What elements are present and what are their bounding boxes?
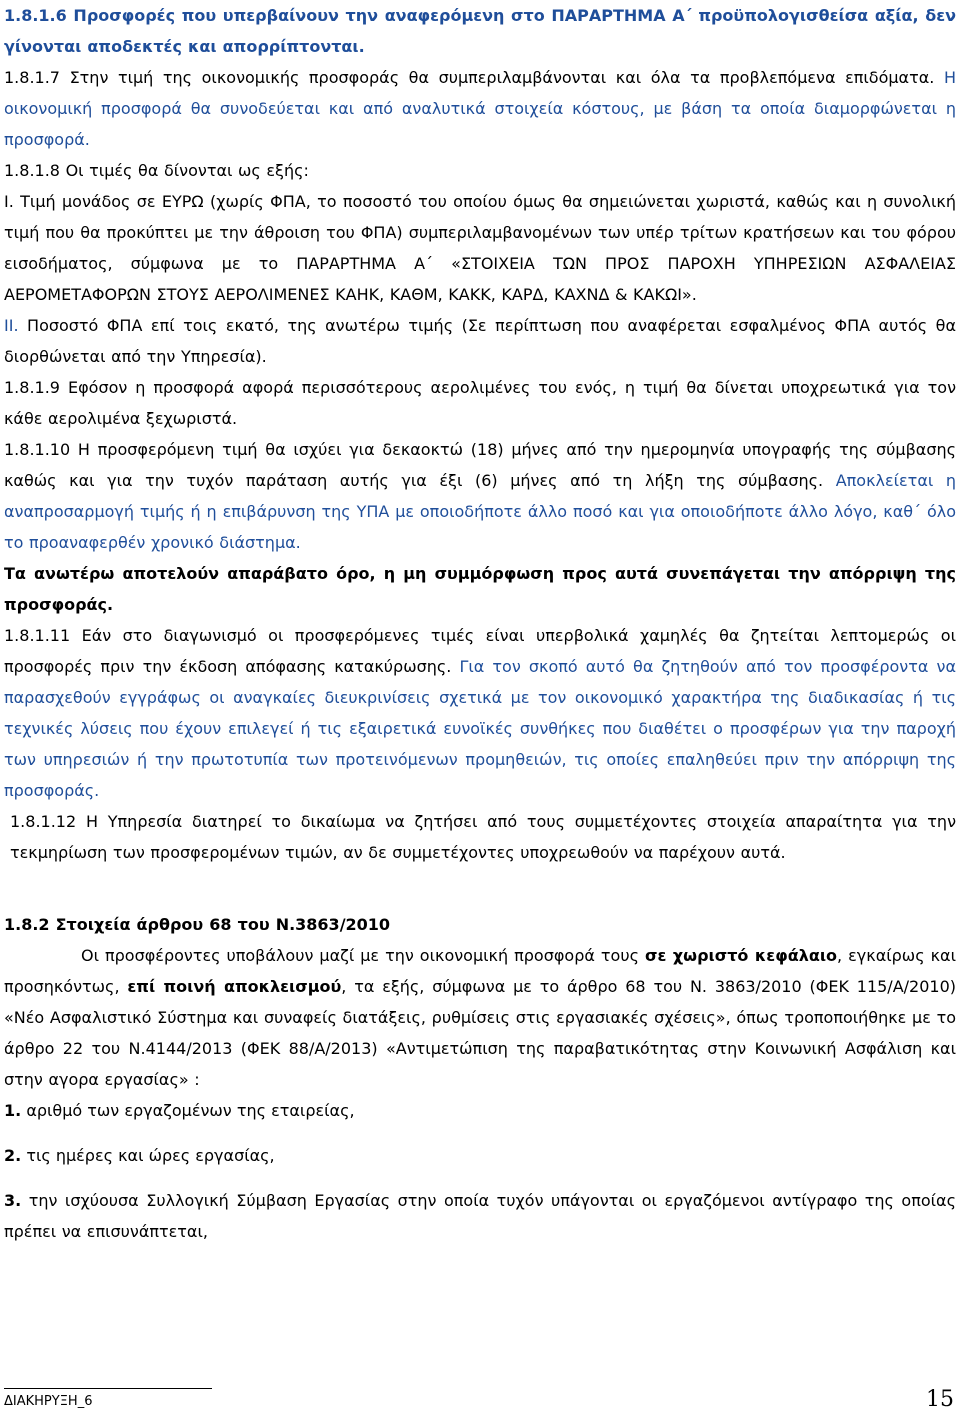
section-text: Εάν στο διαγωνισμό οι προσφερόμενες τιμές είναι υπερβολικά χαμηλές θα ζητείται λεπτομερώς οι προσφορές πριν την έκδοση απόφασης κατακύρωσης. [4,626,957,676]
spacer [4,899,956,909]
bold-notice: Τα ανωτέρω αποτελούν απαράβατο όρο, η μη συμμόρφωση προς αυτά συνεπάγεται την απόρριψη της προσφοράς. [4,564,956,614]
section-number: 1.8.1.7 [4,68,60,87]
list-number: 1. [4,1101,22,1120]
item-label: II. [4,316,19,335]
price-item-ii [4,310,956,372]
list-number: 2. [4,1146,22,1165]
section-text: Η προσφερόμενη τιμή θα ισχύει για δεκαοκτώ (18) μήνες από την ημερομηνία υπογραφής της σύμβασης καθώς και για την τυχόν παράταση αυτής για έξι (6) μήνες από τη λήξη της σύμβασης. [4,440,957,490]
section-number: 1.8.1.6 [4,6,67,25]
spacer [4,868,956,899]
section-1-8-2-heading: 1.8.2 Στοιχεία άρθρου 68 του Ν.3863/2010 [4,915,391,934]
price-item-i [4,186,956,310]
section-1-8-2-body [4,940,956,1095]
document-page [4,0,956,1247]
page-number: 15 [926,1387,954,1412]
section-text: Προσφορές που υπερβαίνουν την αναφερόμενη στο ΠΑΡΑΡΤΗΜΑ Α΄ προϋπολογισθείσα αξία, δεν γίνονται αποδεκτές και απορρίπτονται. [4,6,957,56]
list-item [4,1095,956,1126]
body-text: , εγκαίρως και προσηκόντως, [4,946,956,996]
item-text: Τιμή μονάδος σε ΕΥΡΩ (χωρίς ΦΠΑ, το ποσοστό του οποίου όμως θα σημειώνεται χωριστά, καθώς και η συνολική τιμή που θα προκύπτει με την άθροιση του ΦΠΑ) συμπεριλαμβανομένων των υπέρ τρίτων κρατήσεων και του φόρου εισοδήματος, σύμφωνα με το ΠΑΡΑΡΤΗΜΑ Α΄ «ΣΤΟΙΧΕΙΑ ΤΩΝ ΠΡΟΣ ΠΑΡΟΧΗ ΥΠΗΡΕΣΙΩΝ ΑΣΦΑΛΕΙΑΣ ΑΕΡΟΜΕΤΑΦΟΡΩΝ ΣΤΟΥΣ ΑΕΡΟΛΙΜΕΝΕΣ ΚΑΗΚ, ΚΑΘΜ, ΚΑΚΚ, ΚΑΡΔ, ΚΑΧΝΔ & ΚΑΚΩΙ». [4,192,956,304]
section-number: 1.8.1.8 [4,161,60,180]
section-1-8-1-12 [4,806,956,868]
page-footer [4,1382,954,1418]
document-label: ΔΙΑΚΗΡΥΞΗ_6 [4,1394,93,1409]
section-text: Οι τιμές θα δίνονται ως εξής: [65,161,309,180]
section-text-highlight: Για τον σκοπό αυτό θα ζητηθούν από τον προσφέροντα να παρασχεθούν εγγράφως οι αναγκαίες διευκρινίσεις σχετικά με τον οικονομικό χαρακτήρα της διαδικασίας ή τις τεχνικές λύσεις που έχουν επιλεγεί ή τις εξαιρετικά ευνοϊκές συνθήκες που διαθέτει ο προσφέρων για την παροχή των υπηρεσιών ή την πρωτοτυπία των προτεινόμενων προμηθειών, τις οποίες επαληθεύει πριν την απόρριψη της προσφοράς. [4,657,956,800]
section-1-8-1-11 [4,620,956,806]
item-label: I. [4,192,14,211]
section-1-8-1-10 [4,434,956,558]
section-1-8-1-8 [4,155,956,186]
list-item [4,1140,956,1171]
body-text-bold: σε χωριστό κεφάλαιο [644,946,838,965]
footer-divider [4,1388,212,1389]
list-text: αριθμό των εργαζομένων της εταιρείας, [26,1101,355,1120]
body-text: , τα εξής, σύμφωνα με το άρθρο 68 του Ν. 3863/2010 (ΦΕΚ 115/Α/2010) «Νέο Ασφαλιστικό Σύστημα και συναφείς διατάξεις, ρυθμίσεις στις εργασιακές σχέσεις», όπως τροποποιήθηκε με το άρθρο 22 του Ν.4144/2013 (ΦΕΚ 88/Α/2013) «Αντιμετώπιση της παραβατικότητας στην Κοινωνική Ασφάλιση και στην αγορα εργασίας» : [4,977,956,1089]
section-1-8-1-6 [4,0,956,62]
list-text: την ισχύουσα Συλλογική Σύμβαση Εργασίας στην οποία τυχόν υπάγονται οι εργαζόμενοι αντίγραφο της οποίας πρέπει να επισυνάπτεται, [4,1191,956,1241]
section-text: Στην τιμή της οικονομικής προσφοράς θα συμπεριλαμβάνονται και όλα τα προβλεπόμενα επιδόματα. [69,68,935,87]
list-text: τις ημέρες και ώρες εργασίας, [26,1146,275,1165]
section-1-8-1-9 [4,372,956,434]
section-text: Εφόσον η προσφορά αφορά περισσότερους αερολιμένες του ενός, η τιμή θα δίνεται υποχρεωτικά για τον κάθε αερολιμένα ξεχωριστά. [4,378,957,428]
body-text-bold: επί ποινή αποκλεισμού [127,977,342,996]
section-text-highlight: Η οικονομική προσφορά θα συνοδεύεται και από αναλυτικά στοιχεία κόστους, με βάση τα οποία διαμορφώνεται η προσφορά. [4,68,956,149]
list-number: 3. [4,1191,22,1210]
body-text: Οι προσφέροντες υποβάλουν μαζί με την οικονομική προσφορά τους [81,946,639,965]
list-item [4,1185,956,1247]
section-number: 1.8.1.9 [4,378,60,397]
section-number: 1.8.1.12 [10,812,77,831]
section-1-8-1-7 [4,62,956,155]
item-text: Ποσοστό ΦΠΑ επί τοις εκατό, της ανωτέρω τιμής (Σε περίπτωση που αναφέρεται εσφαλμένος ΦΠΑ αυτός θα διορθώνεται από την Υπηρεσία). [4,316,956,366]
section-number: 1.8.1.10 [4,440,71,459]
section-number: 1.8.1.11 [4,626,71,645]
section-text-highlight: Αποκλείεται η αναπροσαρμογή τιμής ή η επιβάρυνση της ΥΠΑ με οποιοδήποτε άλλο ποσό και για οποιοδήποτε άλλο λόγο, καθ΄ όλο το προαναφερθέν χρονικό διάστημα. [4,471,957,552]
section-text: Η Υπηρεσία διατηρεί το δικαίωμα να ζητήσει από τους συμμετέχοντες στοιχεία απαραίτητα για την τεκμηρίωση των προσφερομένων τιμών, αν δε συμμετέχοντες υποχρεωθούν να παρέχουν αυτά. [10,812,957,862]
